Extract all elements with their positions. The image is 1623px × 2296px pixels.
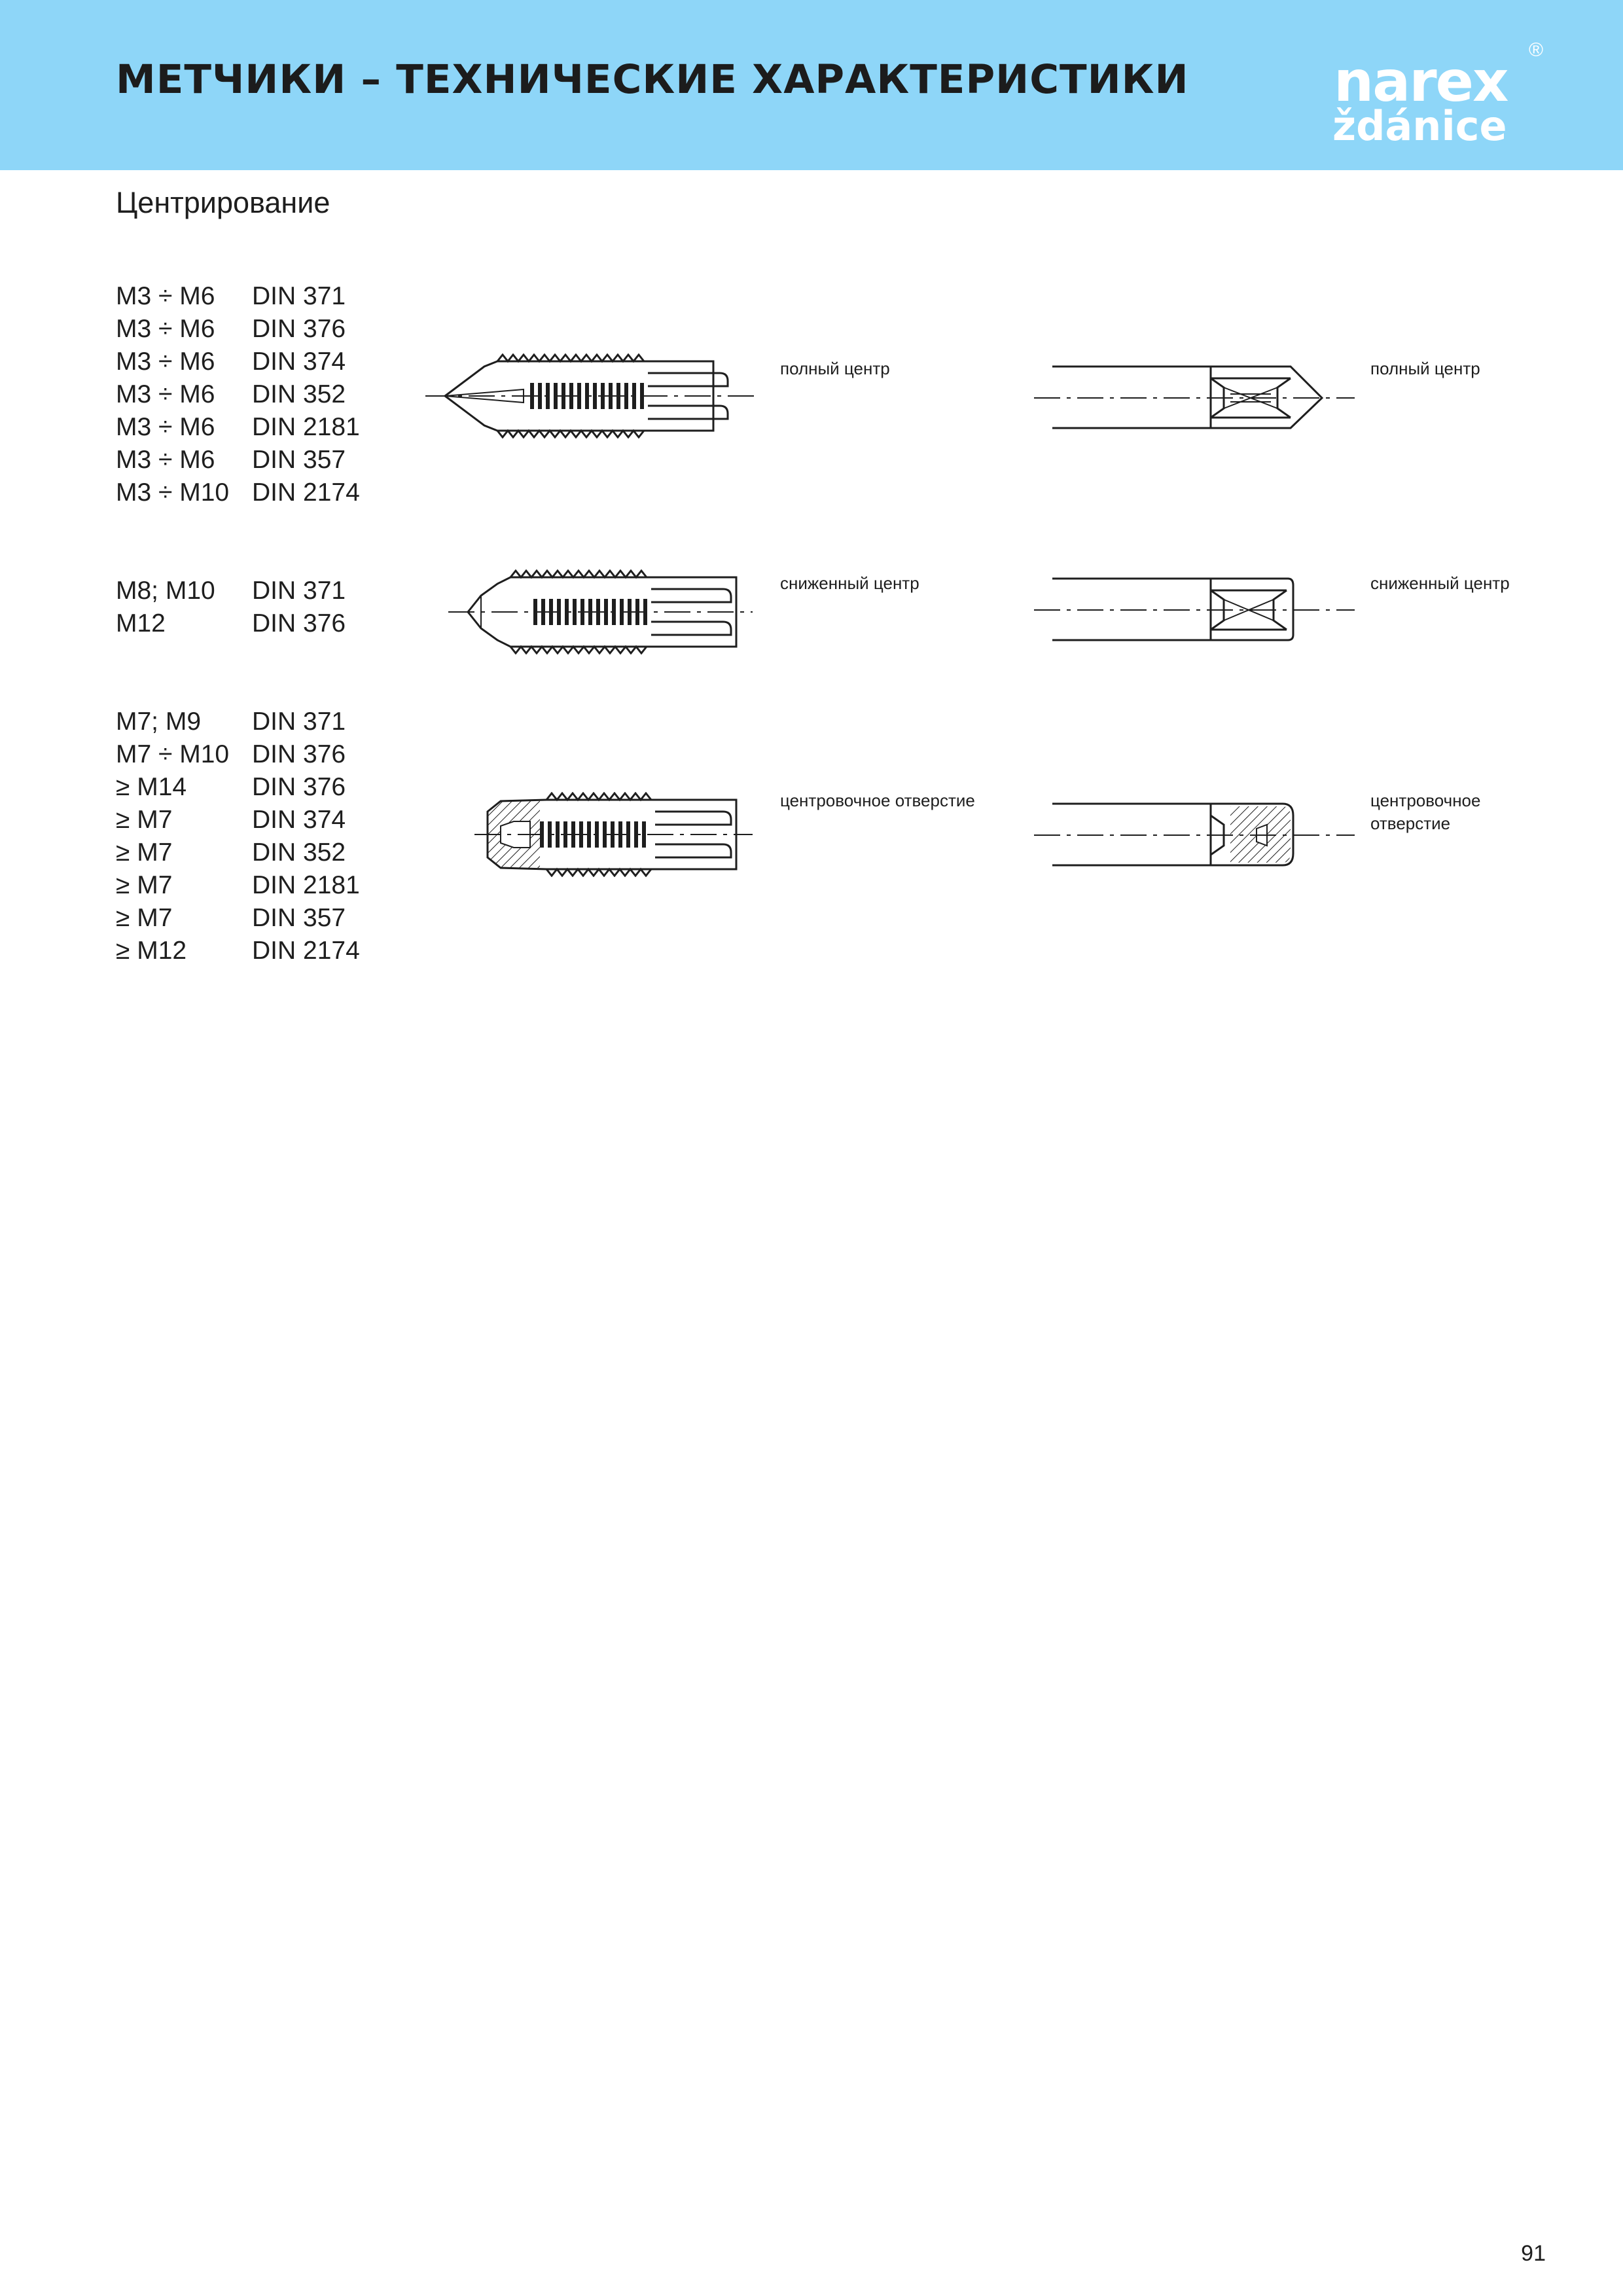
- spec-size: M3 ÷ M6: [116, 282, 215, 310]
- shank-center-hole-label-line1: центровочное: [1370, 791, 1481, 810]
- spec-row: [116, 411, 360, 444]
- shank-full-center-drawing: [1034, 361, 1361, 433]
- spec-size: M3 ÷ M6: [116, 413, 215, 441]
- spec-group-reduced-center: [116, 575, 346, 640]
- section-title: Центрирование: [116, 186, 330, 219]
- spec-group-center-hole: [116, 706, 360, 967]
- spec-size: ≥ M7: [116, 806, 173, 834]
- logo-wordmark-top: narex: [1334, 49, 1508, 115]
- spec-size: ≥ M7: [116, 904, 173, 932]
- narex-logo: [1329, 37, 1551, 148]
- spec-standard: DIN 352: [252, 380, 346, 408]
- spec-standard: DIN 374: [252, 348, 346, 376]
- spec-standard: DIN 376: [252, 315, 346, 343]
- spec-row: [116, 607, 346, 640]
- spec-standard: DIN 371: [252, 282, 346, 310]
- spec-standard: DIN 376: [252, 740, 346, 768]
- spec-standard: DIN 376: [252, 609, 346, 637]
- spec-row: [116, 902, 360, 935]
- page-number: 91: [1521, 2241, 1546, 2266]
- spec-row: [116, 378, 360, 411]
- spec-group-full-center: [116, 280, 360, 509]
- spec-standard: DIN 2181: [252, 413, 360, 441]
- shank-full-center-label: полный центр: [1370, 359, 1480, 378]
- spec-row: [116, 444, 360, 476]
- tap-reduced-center-label: сниженный центр: [780, 573, 919, 593]
- spec-row: [116, 476, 360, 509]
- spec-row: [116, 575, 346, 607]
- spec-row: [116, 346, 360, 378]
- shank-reduced-center-label: сниженный центр: [1370, 573, 1510, 593]
- spec-size: M3 ÷ M10: [116, 478, 230, 507]
- logo-registered-mark: ®: [1529, 39, 1544, 61]
- spec-row: [116, 738, 360, 771]
- spec-size: M8; M10: [116, 577, 215, 605]
- spec-size: M7 ÷ M10: [116, 740, 230, 768]
- spec-standard: DIN 374: [252, 806, 346, 834]
- spec-row: [116, 313, 360, 346]
- spec-row: [116, 935, 360, 967]
- spec-row: [116, 836, 360, 869]
- tap-full-center-drawing: [425, 353, 759, 439]
- spec-standard: DIN 352: [252, 838, 346, 867]
- spec-size: ≥ M14: [116, 773, 187, 801]
- spec-size: M7; M9: [116, 708, 202, 736]
- spec-size: M12: [116, 609, 166, 637]
- shank-center-hole-drawing: [1034, 798, 1361, 870]
- spec-size: M3 ÷ M6: [116, 315, 215, 343]
- spec-standard: DIN 371: [252, 577, 346, 605]
- spec-standard: DIN 2174: [252, 937, 360, 965]
- header-band: [0, 0, 1623, 170]
- spec-row: [116, 771, 360, 804]
- shank-center-hole-label-line2: отверстие: [1370, 814, 1451, 833]
- spec-size: ≥ M12: [116, 937, 187, 965]
- tap-full-center-label: полный центр: [780, 359, 890, 378]
- tap-reduced-center-drawing: [448, 569, 756, 655]
- spec-row: [116, 280, 360, 313]
- spec-standard: DIN 371: [252, 708, 346, 736]
- spec-size: M3 ÷ M6: [116, 446, 215, 474]
- spec-size: ≥ M7: [116, 838, 173, 867]
- page-title: МЕТЧИКИ – ТЕХНИЧЕСКИЕ ХАРАКТЕРИСТИКИ: [116, 56, 1189, 103]
- spec-size: M3 ÷ M6: [116, 380, 215, 408]
- spec-standard: DIN 376: [252, 773, 346, 801]
- tap-center-hole-drawing: [474, 792, 756, 877]
- spec-standard: DIN 2174: [252, 478, 360, 507]
- spec-row: [116, 869, 360, 902]
- spec-size: ≥ M7: [116, 871, 173, 899]
- shank-reduced-center-drawing: [1034, 573, 1361, 645]
- spec-row: [116, 804, 360, 836]
- spec-size: M3 ÷ M6: [116, 348, 215, 376]
- tap-center-hole-label: центровочное отверстие: [780, 791, 975, 810]
- spec-row: [116, 706, 360, 738]
- spec-standard: DIN 357: [252, 904, 346, 932]
- shank-center-hole-label: [1370, 789, 1480, 835]
- logo-wordmark-bottom: ždánice: [1332, 102, 1507, 148]
- spec-standard: DIN 2181: [252, 871, 360, 899]
- spec-standard: DIN 357: [252, 446, 346, 474]
